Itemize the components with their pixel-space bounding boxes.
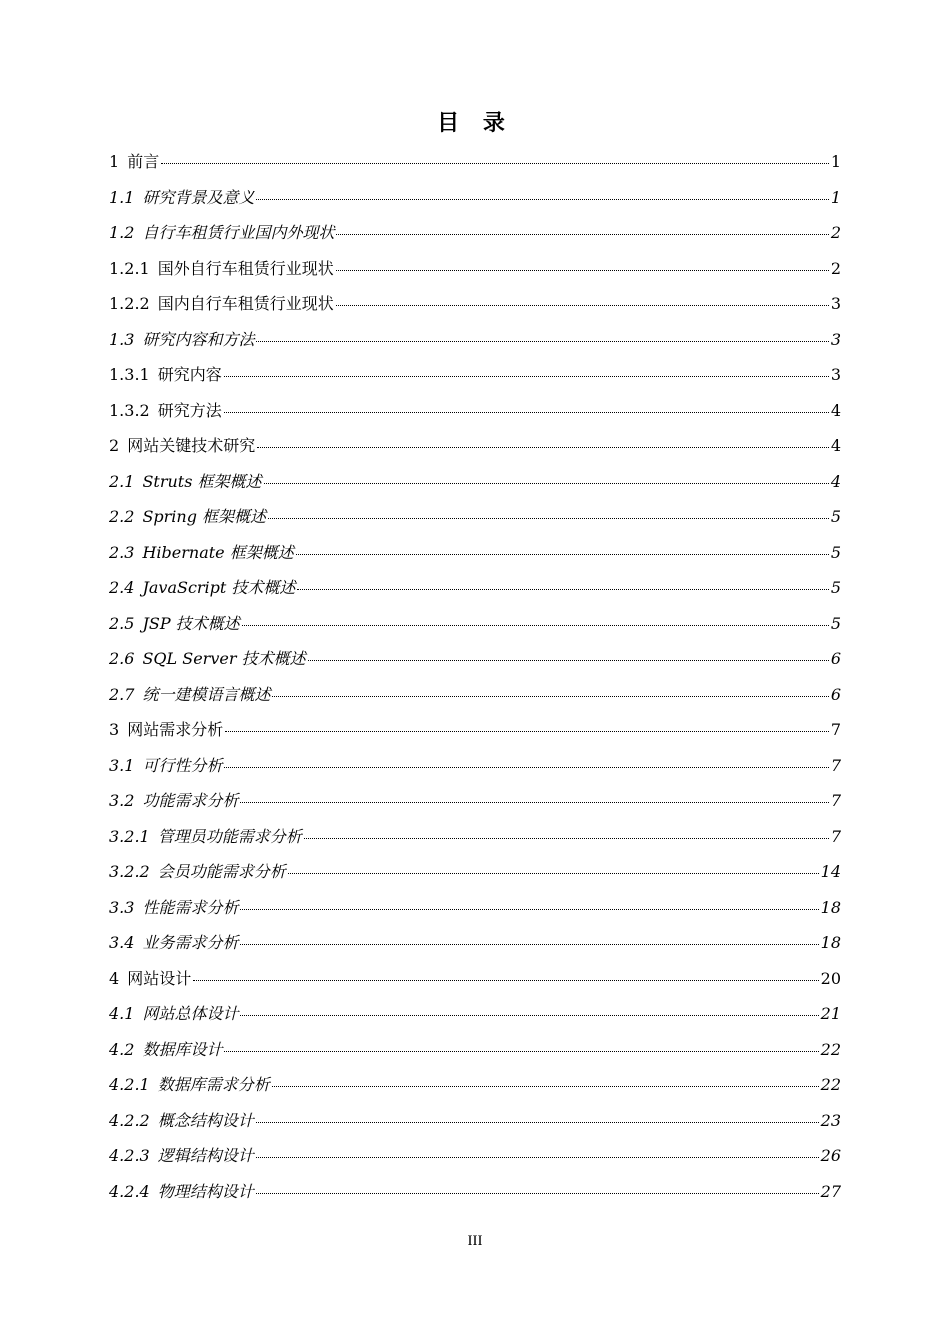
toc-entry-page: 3 bbox=[830, 329, 841, 349]
toc-entry[interactable] bbox=[109, 144, 841, 180]
toc-entry[interactable] bbox=[109, 180, 841, 216]
toc-entry[interactable] bbox=[109, 393, 841, 429]
toc-entry-page: 6 bbox=[830, 649, 841, 668]
toc-entry-page: 3 bbox=[830, 294, 841, 313]
toc-entry-title: 前言 bbox=[127, 152, 160, 171]
toc-entry[interactable] bbox=[109, 712, 841, 748]
toc-entry-title: 自行车租赁行业国内外现状 bbox=[142, 223, 335, 242]
toc-entry-number: 3 bbox=[109, 720, 120, 739]
toc-leader-dots bbox=[240, 801, 828, 803]
toc-entry-page: 4 bbox=[830, 400, 841, 420]
toc-entry-page: 20 bbox=[820, 968, 841, 988]
toc-entry-number: 1.3 bbox=[109, 329, 135, 349]
toc-leader-dots bbox=[297, 588, 828, 590]
toc-entry-page: 6 bbox=[830, 684, 841, 704]
toc-entry-number: 3.4 bbox=[109, 933, 135, 952]
toc-entry[interactable] bbox=[109, 925, 841, 961]
toc-leader-dots bbox=[264, 482, 829, 484]
toc-entry-page: 18 bbox=[820, 897, 841, 917]
toc-entry[interactable] bbox=[109, 1067, 841, 1103]
toc-entry-page: 5 bbox=[830, 542, 841, 562]
toc-entry-number: 2.3 bbox=[109, 542, 135, 562]
toc-entry-number: 1.1 bbox=[109, 187, 135, 207]
toc-entry-title: Hibernate 框架概述 bbox=[142, 542, 294, 562]
toc-entry[interactable] bbox=[109, 215, 841, 251]
toc-entry-number: 1.3.1 bbox=[109, 365, 150, 384]
toc-entry-page: 7 bbox=[830, 755, 841, 775]
toc-entry-page: 5 bbox=[830, 578, 841, 597]
toc-entry-title: JavaScript 技术概述 bbox=[142, 578, 296, 597]
toc-entry-number: 1 bbox=[109, 152, 120, 171]
toc-entry-page: 2 bbox=[830, 258, 841, 278]
toc-leader-dots bbox=[224, 375, 829, 377]
toc-entry[interactable] bbox=[109, 1174, 841, 1210]
toc-entry[interactable] bbox=[109, 251, 841, 287]
toc-entry[interactable] bbox=[109, 783, 841, 819]
toc-entry-number: 4.2 bbox=[109, 1039, 135, 1059]
toc-entry-page: 5 bbox=[830, 613, 841, 633]
toc-entry-number: 3.3 bbox=[109, 897, 135, 917]
toc-entry-title: 网站关键技术研究 bbox=[127, 436, 256, 455]
toc-entry-number: 2.6 bbox=[109, 649, 135, 668]
toc-leader-dots bbox=[161, 162, 829, 164]
toc-entry[interactable] bbox=[109, 1103, 841, 1139]
toc-leader-dots bbox=[336, 269, 829, 271]
toc-entry-title: 数据库需求分析 bbox=[157, 1075, 270, 1094]
toc-entry-title: 研究方法 bbox=[157, 400, 222, 420]
toc-leader-dots bbox=[272, 1085, 819, 1087]
toc-entry[interactable] bbox=[109, 535, 841, 571]
toc-entry-page: 7 bbox=[830, 826, 841, 846]
toc-entry-number: 4.2.4 bbox=[109, 1181, 150, 1201]
toc-leader-dots bbox=[288, 872, 819, 874]
toc-entry-page: 1 bbox=[830, 152, 841, 171]
toc-entry[interactable] bbox=[109, 570, 841, 606]
toc-entry[interactable] bbox=[109, 464, 841, 500]
toc-list bbox=[109, 144, 841, 1209]
toc-entry-title: 研究内容和方法 bbox=[142, 329, 255, 349]
toc-entry-number: 3.2 bbox=[109, 791, 135, 810]
toc-entry-number: 3.2.1 bbox=[109, 826, 150, 846]
toc-leader-dots bbox=[296, 553, 829, 555]
toc-leader-dots bbox=[268, 517, 829, 519]
toc-leader-dots bbox=[336, 304, 829, 306]
toc-entry-title: Struts 框架概述 bbox=[142, 471, 262, 491]
toc-leader-dots bbox=[224, 766, 828, 768]
toc-entry-number: 1.3.2 bbox=[109, 400, 150, 420]
toc-entry-title: 国内自行车租赁行业现状 bbox=[157, 294, 334, 313]
toc-entry[interactable] bbox=[109, 677, 841, 713]
toc-entry-page: 26 bbox=[820, 1146, 841, 1165]
toc-entry-page: 23 bbox=[820, 1110, 841, 1130]
toc-entry-title: 网站总体设计 bbox=[142, 1004, 239, 1023]
toc-entry-title: 业务需求分析 bbox=[142, 933, 239, 952]
toc-entry-title: 网站设计 bbox=[127, 968, 192, 988]
toc-entry-page: 4 bbox=[830, 436, 841, 455]
toc-leader-dots bbox=[224, 1050, 818, 1052]
toc-leader-dots bbox=[308, 659, 829, 661]
toc-entry-title: 管理员功能需求分析 bbox=[157, 826, 302, 846]
toc-entry[interactable] bbox=[109, 322, 841, 358]
toc-leader-dots bbox=[240, 1014, 818, 1016]
toc-entry-title: 会员功能需求分析 bbox=[157, 862, 286, 881]
toc-entry[interactable] bbox=[109, 499, 841, 535]
toc-entry[interactable] bbox=[109, 996, 841, 1032]
toc-entry-number: 2.2 bbox=[109, 507, 135, 526]
toc-entry-number: 2.7 bbox=[109, 684, 135, 704]
toc-leader-dots bbox=[256, 1121, 819, 1123]
toc-entry-number: 4.1 bbox=[109, 1004, 135, 1023]
toc-entry-number: 3.2.2 bbox=[109, 862, 150, 881]
toc-entry-page: 3 bbox=[830, 365, 841, 384]
toc-entry-number: 4.2.3 bbox=[109, 1146, 150, 1165]
toc-entry-title: SQL Server 技术概述 bbox=[142, 649, 306, 668]
toc-entry[interactable] bbox=[109, 890, 841, 926]
toc-entry-number: 1.2 bbox=[109, 223, 135, 242]
toc-leader-dots bbox=[242, 624, 829, 626]
toc-entry[interactable] bbox=[109, 819, 841, 855]
toc-entry-page: 14 bbox=[820, 862, 841, 881]
toc-entry[interactable] bbox=[109, 641, 841, 677]
toc-entry-title: Spring 框架概述 bbox=[142, 507, 267, 526]
toc-leader-dots bbox=[240, 908, 818, 910]
toc-entry[interactable] bbox=[109, 748, 841, 784]
toc-entry-page: 27 bbox=[820, 1181, 841, 1201]
toc-entry-title: 研究背景及意义 bbox=[142, 187, 255, 207]
toc-entry-title: 国外自行车租赁行业现状 bbox=[157, 258, 334, 278]
toc-entry[interactable] bbox=[109, 357, 841, 393]
toc-entry-page: 18 bbox=[820, 933, 841, 952]
toc-entry-title: 物理结构设计 bbox=[157, 1181, 254, 1201]
toc-leader-dots bbox=[256, 340, 828, 342]
toc-entry-page: 1 bbox=[830, 187, 841, 207]
toc-leader-dots bbox=[272, 695, 828, 697]
toc-entry-page: 21 bbox=[820, 1004, 841, 1023]
toc-entry-title: 研究内容 bbox=[157, 365, 222, 384]
toc-entry-number: 1.2.1 bbox=[109, 258, 150, 278]
toc-leader-dots bbox=[240, 943, 818, 945]
toc-entry-page: 7 bbox=[830, 791, 841, 810]
toc-entry-title: 统一建模语言概述 bbox=[142, 684, 271, 704]
toc-entry[interactable] bbox=[109, 854, 841, 890]
toc-entry[interactable] bbox=[109, 606, 841, 642]
toc-entry-number: 2.4 bbox=[109, 578, 135, 597]
toc-entry-number: 4.2.2 bbox=[109, 1110, 150, 1130]
toc-leader-dots bbox=[256, 1156, 819, 1158]
toc-entry-number: 2.5 bbox=[109, 613, 135, 633]
toc-entry-page: 22 bbox=[820, 1039, 841, 1059]
toc-leader-dots bbox=[193, 979, 818, 981]
toc-title: 目 录 bbox=[437, 111, 513, 136]
toc-entry-page: 7 bbox=[830, 720, 841, 739]
toc-leader-dots bbox=[336, 233, 828, 235]
toc-entry-page: 5 bbox=[830, 507, 841, 526]
toc-leader-dots bbox=[257, 446, 829, 448]
toc-entry-page: 4 bbox=[830, 471, 841, 491]
toc-entry-number: 1.2.2 bbox=[109, 294, 150, 313]
toc-entry-number: 4 bbox=[109, 968, 120, 988]
toc-entry[interactable] bbox=[109, 428, 841, 464]
toc-entry-title: 概念结构设计 bbox=[157, 1110, 254, 1130]
toc-entry-number: 4.2.1 bbox=[109, 1075, 150, 1094]
toc-entry-title: 功能需求分析 bbox=[142, 791, 239, 810]
toc-leader-dots bbox=[256, 1192, 819, 1194]
toc-entry-number: 3.1 bbox=[109, 755, 135, 775]
toc-entry-page: 22 bbox=[820, 1075, 841, 1094]
toc-entry-number: 2 bbox=[109, 436, 120, 455]
toc-entry[interactable] bbox=[109, 1032, 841, 1068]
toc-leader-dots bbox=[224, 411, 829, 413]
toc-entry-title: 可行性分析 bbox=[142, 755, 223, 775]
toc-entry[interactable] bbox=[109, 286, 841, 322]
toc-entry-title: 网站需求分析 bbox=[127, 720, 224, 739]
toc-entry[interactable] bbox=[109, 961, 841, 997]
toc-entry-title: JSP 技术概述 bbox=[142, 613, 240, 633]
page-number: III bbox=[467, 1233, 483, 1249]
toc-leader-dots bbox=[304, 837, 829, 839]
toc-entry-title: 性能需求分析 bbox=[142, 897, 239, 917]
toc-entry-title: 数据库设计 bbox=[142, 1039, 223, 1059]
toc-entry-number: 2.1 bbox=[109, 471, 135, 491]
toc-entry-page: 2 bbox=[830, 223, 841, 242]
toc-entry[interactable] bbox=[109, 1138, 841, 1174]
toc-entry-title: 逻辑结构设计 bbox=[157, 1146, 254, 1165]
toc-leader-dots bbox=[256, 198, 828, 200]
toc-leader-dots bbox=[225, 730, 829, 732]
